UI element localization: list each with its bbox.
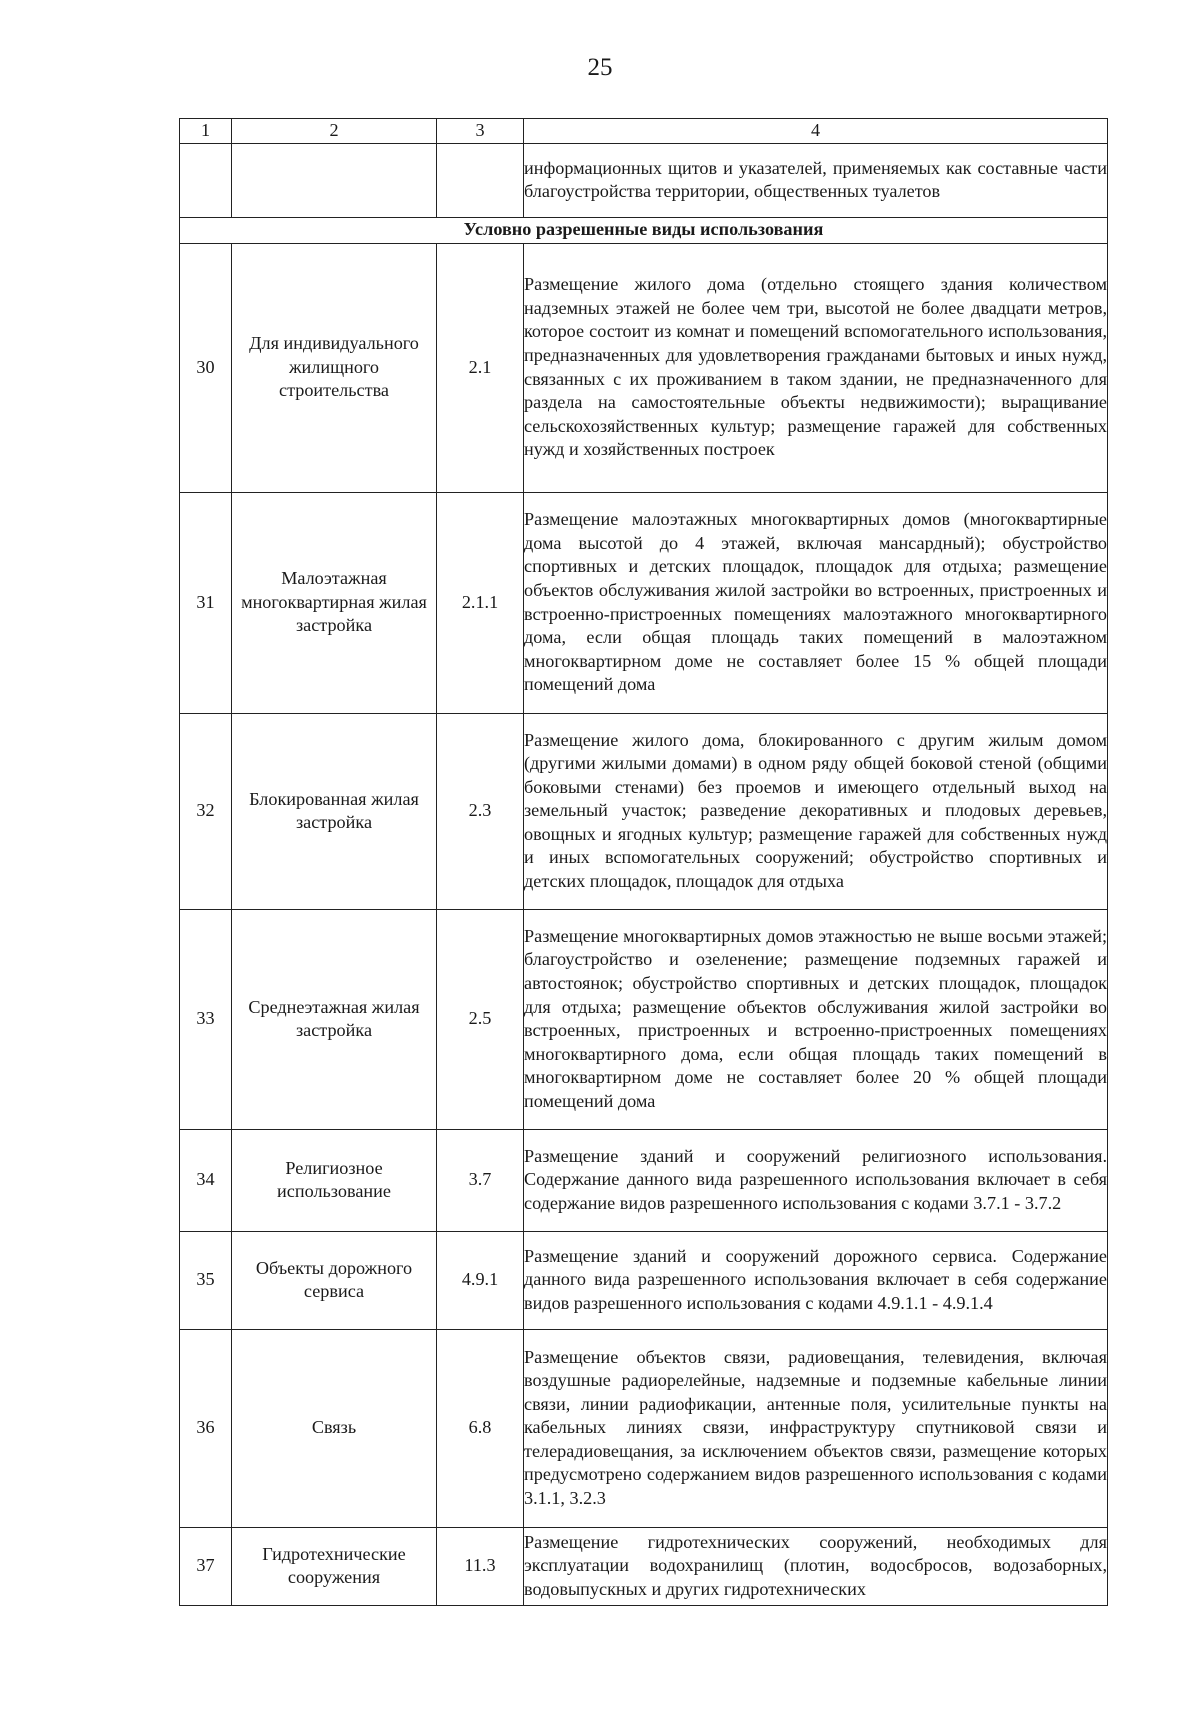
use-code: 2.1.1	[437, 492, 524, 713]
row-number: 33	[180, 909, 232, 1129]
table-row	[180, 713, 1108, 909]
use-description: информационных щитов и указателей, применяемых как составные части благоустройства территории, общественных туалетов	[524, 143, 1108, 217]
header-cell: 2	[232, 119, 437, 144]
table-row	[180, 1527, 1108, 1605]
use-name: Религиозное использование	[232, 1129, 437, 1231]
use-description: Размещение жилого дома, блокированного с другим жилым домом (другими жилыми домами) в одном ряду общей боковой стеной (общими боковыми стенами) без проемов и имеющего отдельный выход на земельный участок; разведение декоративных и плодовых деревьев, овощных и ягодных культур; размещение гаражей для собственных нужд и иных вспомогательных сооружений; обустройство спортивных и детских площадок, площадок для отдыха	[524, 713, 1108, 909]
use-name	[232, 143, 437, 217]
use-name: Блокированная жилая застройка	[232, 713, 437, 909]
use-code: 4.9.1	[437, 1231, 524, 1329]
use-description: Размещение зданий и сооружений дорожного сервиса. Содержание данного вида разрешенного использования включает в себя содержание видов разрешенного использования с кодами 4.9.1.1 - 4.9.1.4	[524, 1231, 1108, 1329]
table-row	[180, 1329, 1108, 1527]
header-cell: 4	[524, 119, 1108, 144]
use-code: 2.1	[437, 243, 524, 492]
use-description: Размещение многоквартирных домов этажностью не выше восьми этажей; благоустройство и озеленение; размещение подземных гаражей и автостоянок; обустройство спортивных и детских площадок, площадок для отдыха; размещение объектов обслуживания жилой застройки во встроенных, пристроенных и встроенно-пристроенных помещениях многоквартирного дома, если общая площадь таких помещений в многоквартирном доме не составляет более 20 % общей площади помещений дома	[524, 909, 1108, 1129]
row-number: 36	[180, 1329, 232, 1527]
section-title-row	[180, 217, 1108, 243]
use-description: Размещение жилого дома (отдельно стоящего здания количеством надземных этажей не более чем три, высотой не более двадцати метров, которое состоит из комнат и помещений вспомогательного использования, предназначенных для удовлетворения гражданами бытовых и иных нужд, связанных с их проживанием в таком здании, не предназначенного для раздела на самостоятельные объекты недвижимости); выращивание сельскохозяйственных культур; размещение гаражей для собственных нужд и хозяйственных построек	[524, 243, 1108, 492]
table-row	[180, 1129, 1108, 1231]
use-name: Связь	[232, 1329, 437, 1527]
use-code: 11.3	[437, 1527, 524, 1605]
row-number: 35	[180, 1231, 232, 1329]
use-code: 2.3	[437, 713, 524, 909]
use-description: Размещение объектов связи, радиовещания, телевидения, включая воздушные радиорелейные, надземные и подземные кабельные линии связи, линии радиофикации, антенные поля, усилительные пункты на кабельных линиях связи, инфраструктуру спутниковой связи и телерадиовещания, за исключением объектов связи, размещение которых предусмотрено содержанием видов разрешенного использования с кодами 3.1.1, 3.2.3	[524, 1329, 1108, 1527]
use-name: Малоэтажная многоквартирная жилая застройка	[232, 492, 437, 713]
use-name: Гидротехнические сооружения	[232, 1527, 437, 1605]
use-code	[437, 143, 524, 217]
header-cell: 3	[437, 119, 524, 144]
use-description: Размещение зданий и сооружений религиозного использования. Содержание данного вида разрешенного использования включает в себя содержание видов разрешенного использования с кодами 3.7.1 - 3.7.2	[524, 1129, 1108, 1231]
table-row	[180, 243, 1108, 492]
row-number: 32	[180, 713, 232, 909]
table-header-row	[180, 119, 1108, 144]
use-description: Размещение гидротехнических сооружений, необходимых для эксплуатации водохранилищ (плотин, водосбросов, водозаборных, водовыпускных и других гидротехнических	[524, 1527, 1108, 1605]
use-name: Для индивидуального жилищного строительства	[232, 243, 437, 492]
use-code: 6.8	[437, 1329, 524, 1527]
table-row	[180, 909, 1108, 1129]
use-code: 3.7	[437, 1129, 524, 1231]
use-description: Размещение малоэтажных многоквартирных домов (многоквартирные дома высотой до 4 этажей, включая мансардный); обустройство спортивных и детских площадок, площадок для отдыха; размещение объектов обслуживания жилой застройки во встроенных, пристроенных и встроенно-пристроенных помещениях малоэтажного многоквартирного дома, если общая площадь таких помещений в малоэтажном многоквартирном доме не составляет более 15 % общей площади помещений дома	[524, 492, 1108, 713]
table-row	[180, 1231, 1108, 1329]
page-number: 25	[587, 54, 613, 81]
row-number: 30	[180, 243, 232, 492]
use-name: Среднеэтажная жилая застройка	[232, 909, 437, 1129]
use-code: 2.5	[437, 909, 524, 1129]
land-use-table	[179, 118, 1108, 1606]
row-number: 31	[180, 492, 232, 713]
continuation-row	[180, 143, 1108, 217]
use-name: Объекты дорожного сервиса	[232, 1231, 437, 1329]
row-number: 34	[180, 1129, 232, 1231]
row-number: 37	[180, 1527, 232, 1605]
header-cell: 1	[180, 119, 232, 144]
row-number	[180, 143, 232, 217]
table-row	[180, 492, 1108, 713]
section-title: Условно разрешенные виды использования	[180, 217, 1108, 243]
